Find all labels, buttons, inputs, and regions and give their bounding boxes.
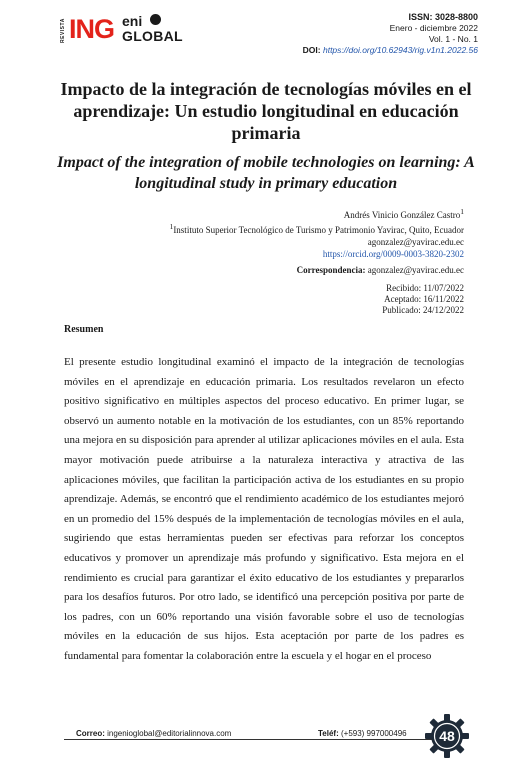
footer-email-label: Correo: [76,729,105,738]
page-number-badge [424,713,470,759]
author-sup: 1 [460,207,464,216]
correspondence-email[interactable]: agonzalez@yavirac.edu.ec [367,265,464,275]
journal-logo [60,10,183,50]
footer-phone-label: Teléf: [318,729,339,738]
footer-email [76,729,231,738]
globe-icon [150,14,161,25]
logo-ing-text: ING [69,14,115,44]
footer-phone [318,729,407,738]
affiliation-sup: 1 [169,222,174,231]
author-line [170,206,464,221]
correspondence-label: Correspondencia: [296,265,366,275]
article-title-spanish: Impacto de la integración de tecnologías móviles en el aprendizaje: Un estudio longitudinal en educación primaria [60,79,472,143]
footer-phone-value: (+593) 997000496 [340,729,407,738]
abstract-text: El presente estudio longitudinal examinó el impacto de la integración de tecnologías móviles en el aprendizaje en educación primaria. Los resultados revelaron un efecto positivo significativo en múltiples aspectos del proceso educativo. En primer lugar, se observó un aumento notable en la motivación de los estudiantes, con un 85% reportando una mejora en su disposición para aprender al utilizar aplicaciones móviles en el aula. Esta mayor motivación puede atribuirse a la naturaleza interactiva y atractiva de las aplicaciones móviles, que facilitan la participación activa de los estudiantes en su propio aprendizaje. Además, se encontró que el rendimiento académico de los estudiantes mejoró en un promedio del 15% después de la implementación de tecnologías móviles en el aula, sugiriendo que estas herramientas pueden ser efectivas para reforzar los conceptos educativos y promover un aprendizaje más profundo y significativo. Esta mejora en el rendimiento es crucial para garantizar el éxito educativo de los estudiantes y prepararlos para los desafíos futuros. Por otro lado, se identificó una percepción positiva por parte de los padres, con un 60% reportando una visión favorable sobre el uso de tecnologías móviles en la educación de sus hijos. Esta aceptación por parte de los padres es fundamental para fomentar la colaboración entre la escuela y el hogar en el proceso [64,356,464,662]
affiliation: Instituto Superior Tecnológico de Turismo y Patrimonio Yavirac, Quito, Ecuador [173,225,464,235]
volume-number: Vol. 1 - No. 1 [428,34,478,44]
page-number: 48 [439,728,455,744]
abstract-heading: Resumen [64,324,104,335]
orcid-link[interactable]: https://orcid.org/0009-0003-3820-2302 [322,249,464,259]
affiliation-line [170,221,464,236]
doi-link[interactable]: https://doi.org/10.62943/rig.v1n1.2022.56 [322,45,478,55]
published-date: Publicado: 24/12/2022 [382,305,464,315]
publication-period: Enero - diciembre 2022 [389,23,478,33]
logo-revista-text: REVISTA [60,18,66,44]
footer-divider [64,739,434,740]
author-block [170,206,464,260]
doi-line [303,45,478,56]
logo-eni-text: eni [122,13,143,29]
author-name: Andrés Vinicio González Castro [343,210,461,220]
logo-global-text: GLOBAL [122,28,183,44]
accepted-date: Aceptado: 16/11/2022 [384,294,464,304]
received-date: Recibido: 11/07/2022 [386,283,464,293]
article-dates [382,283,464,316]
article-title-english: Impact of the integration of mobile technologies on learning: A longitudinal study in primary education [57,154,475,192]
author-email[interactable]: agonzalez@yavirac.edu.ec [367,237,464,247]
correspondence-line [297,264,464,276]
footer-email-value[interactable]: ingenioglobal@editorialinnova.com [107,729,232,738]
issn: ISSN: 3028-8800 [408,12,478,22]
doi-label: DOI: [302,45,321,55]
journal-metadata [303,12,478,56]
